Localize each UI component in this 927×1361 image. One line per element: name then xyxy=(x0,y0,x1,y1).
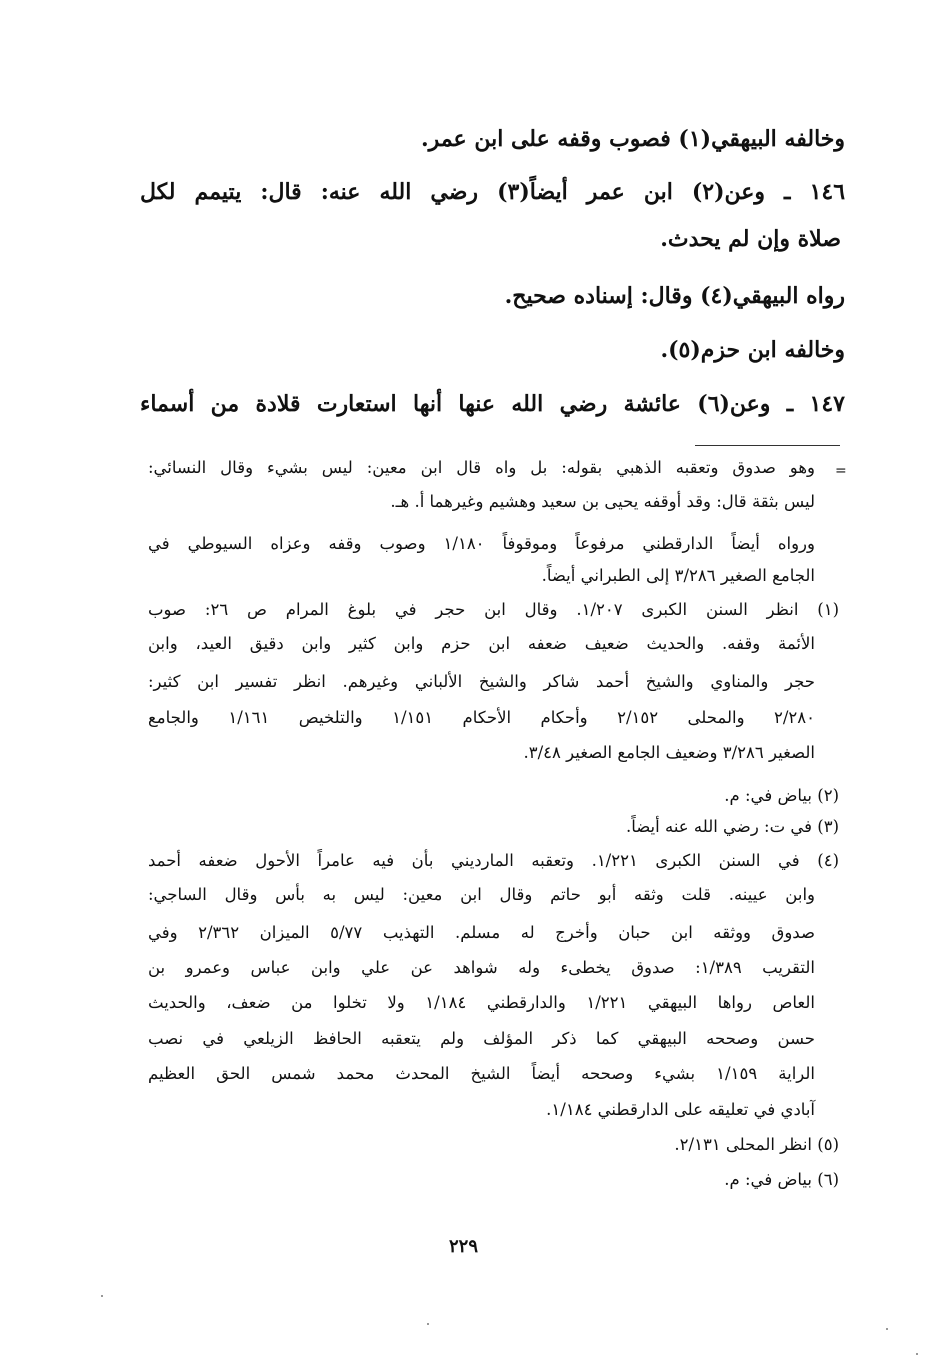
footnote-line: (٤) في السنن الكبرى ١/٢٢١. وتعقبه المارديني بأن فيه عامراً الأحول ضعفه أحمد xyxy=(148,851,839,870)
body-line: رواه البيهقي(٤) وقال: إسناده صحيح. xyxy=(504,283,845,309)
footnote-line: (٥) انظر المحلى ٢/١٣١. xyxy=(674,1135,839,1154)
footnote-line: الصغير ٣/٢٨٦ وضعيف الجامع الصغير ٣/٤٨. xyxy=(523,743,815,762)
continuation-mark: = xyxy=(835,463,847,479)
footnote-line: (٣) في ت: رضي الله عنه أيضاً. xyxy=(625,817,839,836)
body-line: وخالفه ابن حزم(٥). xyxy=(660,337,845,363)
footnote-line: حسن وصححه البيهقي كما ذكر المؤلف ولم يتعقبه الحافظ الزيلعي في نصب xyxy=(148,1029,815,1048)
footnote-separator xyxy=(695,445,840,446)
footnote-line: (٢) بياض في: م. xyxy=(724,786,839,805)
footnote-line: ٢/٢٨٠ والمحلى ٢/١٥٢ وأحكام الأحكام ١/١٥١ والتلخيص ١/١٦١ والجامع xyxy=(148,708,815,727)
scan-speck xyxy=(427,1323,429,1325)
scan-speck xyxy=(886,1328,888,1330)
footnote-line: الأئمة وقفه. والحديث ضعيف ضعفه ابن حزم وابن كثير وابن دقيق العيد، وابن xyxy=(148,634,815,653)
footnote-line: (٦) بياض في: م. xyxy=(724,1170,839,1189)
scan-speck xyxy=(101,1295,103,1297)
footnote-line: وابن عيينه. قلت وثقه أبو حاتم وقال ابن معين: ليس به بأس وقال الساجي: xyxy=(148,885,815,904)
footnote-line: التقريب ١/٣٨٩: صدوق يخطىء وله شواهد عن علي وابن عباس وعمرو بن xyxy=(148,958,815,977)
footnote-line: (١) انظر السنن الكبرى ١/٢٠٧. وقال ابن حجر في بلوغ المرام ص ٢٦: صوب xyxy=(148,600,840,619)
footnote-line: الجامع الصغير ٣/٢٨٦ إلى الطبراني أيضاً. xyxy=(541,566,815,585)
body-line: وخالفه البيهقي(١) فصوب وقفه على ابن عمر. xyxy=(421,126,845,152)
body-line: ١٤٧ ـ وعن(٦) عائشة رضي الله عنها أنها استعارت قلادة من أسماء xyxy=(140,391,845,417)
footnote-line: صدوق ووثقه ابن حبان وأخرج له مسلم. التهذيب ٥/٧٧ الميزان ٢/٣٦٢ وفي xyxy=(148,923,815,942)
footnote-line: ورواه أيضاً الدارقطني مرفوعاً وموقوفاً ١/١٨٠ وصوب وقفه وعزاه السيوطي في xyxy=(148,534,815,553)
body-line: ١٤٦ ـ وعن(٢) ابن عمر أيضاً(٣) رضي الله عنه: قال: يتيمم لكل xyxy=(140,179,846,205)
footnote-line: حجر والمناوي والشيخ أحمد شاكر والشيخ الألباني وغيرهم. انظر تفسير ابن كثير: xyxy=(148,672,815,691)
footnote-line: آبادي في تعليقه على الدارقطني ١/١٨٤. xyxy=(546,1100,815,1119)
footnote-line: وهو صدوق وتعقبه الذهبي بقوله: بل واه قال ابن معين: ليس بشيء وقال النسائي: xyxy=(148,458,815,477)
footnote-line: العاص رواها البيهقي ١/٢٢١ والدارقطني ١/١٨٤ ولا تخلوا من ضعف، والحديث xyxy=(148,993,815,1012)
page-number: ٢٢٩ xyxy=(448,1236,478,1257)
footnote-line: الراية ١/١٥٩ بشيء وصححه أيضاً الشيخ المحدث محمد شمس الحق العظيم xyxy=(148,1064,815,1083)
body-line: صلاة وإن لم يحدث. xyxy=(660,226,841,252)
footnote-line: ليس بثقة قال: وقد أوقفه يحيى بن سعيد وهشيم وغيرهما أ. هـ. xyxy=(390,492,815,511)
scan-speck xyxy=(916,1353,918,1355)
